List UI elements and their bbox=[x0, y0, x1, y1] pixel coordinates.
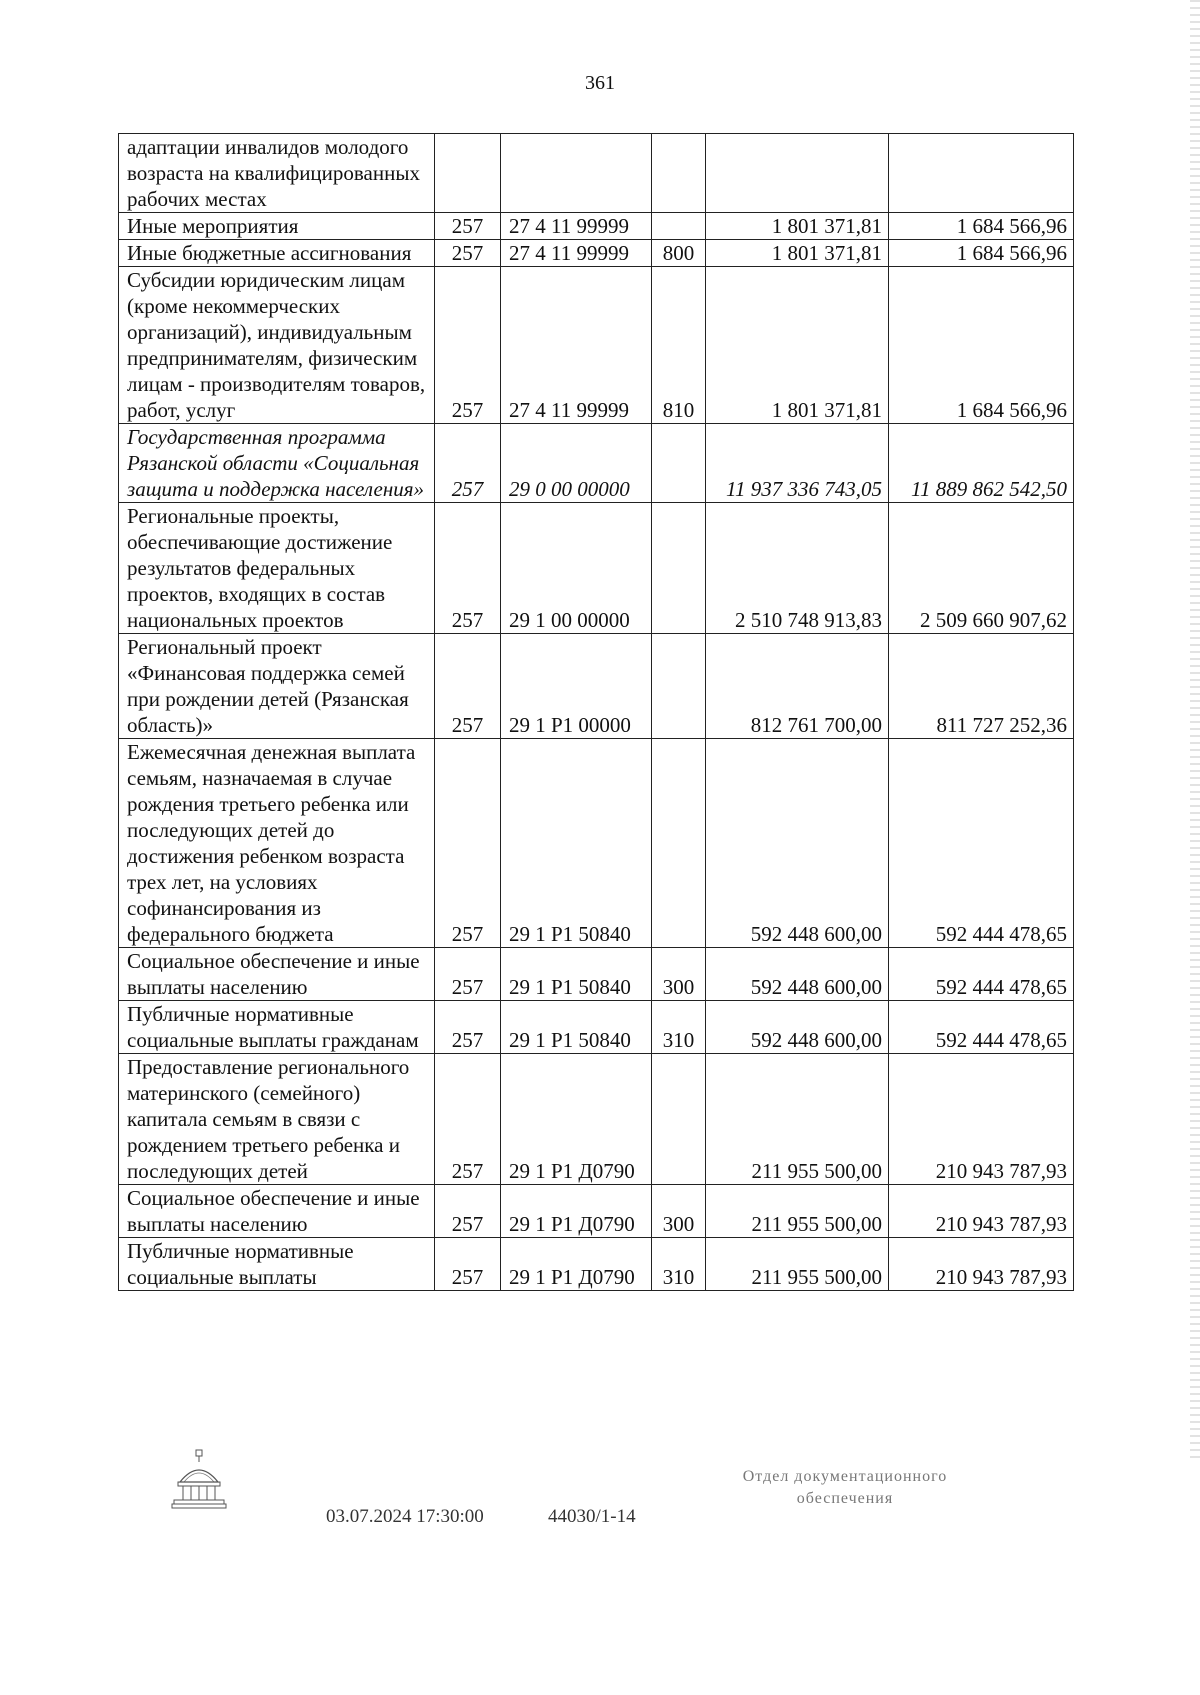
cell-name: Предоставление регионального материнского (семейного) капитала семьям в связи с рождением третьего ребенка и последующих детей bbox=[119, 1054, 435, 1185]
cell-budget-code: 29 1 00 00000 bbox=[501, 503, 652, 634]
cell-name: Ежемесячная денежная выплата семьям, назначаемая в случае рождения третьего ребенка или последующих детей до достижения ребенком возраста трех лет, на условиях софинансирования из федерального бюджета bbox=[119, 739, 435, 948]
cell-name: Субсидии юридическим лицам (кроме некоммерческих организаций), индивидуальным предпринимателям, физическим лицам - производителям товаров, работ, услуг bbox=[119, 267, 435, 424]
cell-expense-type bbox=[652, 213, 706, 240]
table-row bbox=[119, 503, 1074, 634]
table-body bbox=[119, 134, 1074, 1291]
cell-name: Социальное обеспечение и иные выплаты населению bbox=[119, 948, 435, 1001]
page-number: 361 bbox=[585, 72, 615, 94]
cell-budget-code: 29 1 P1 50840 bbox=[501, 739, 652, 948]
cell-amount-planned: 1 801 371,81 bbox=[706, 213, 889, 240]
department-stamp bbox=[700, 1466, 990, 1510]
cell-amount-planned: 1 801 371,81 bbox=[706, 240, 889, 267]
table-row bbox=[119, 213, 1074, 240]
cell-admin-code: 257 bbox=[435, 213, 501, 240]
cell-budget-code: 29 0 00 00000 bbox=[501, 424, 652, 503]
cell-amount-planned: 211 955 500,00 bbox=[706, 1054, 889, 1185]
cell-admin-code: 257 bbox=[435, 424, 501, 503]
budget-table bbox=[118, 133, 1074, 1291]
cell-amount-planned bbox=[706, 134, 889, 213]
cell-amount-executed: 210 943 787,93 bbox=[889, 1185, 1074, 1238]
cell-amount-planned: 211 955 500,00 bbox=[706, 1238, 889, 1291]
cell-budget-code: 29 1 P1 00000 bbox=[501, 634, 652, 739]
duma-emblem-icon bbox=[170, 1448, 228, 1510]
cell-expense-type: 810 bbox=[652, 267, 706, 424]
footer-datetime: 03.07.2024 17:30:00 bbox=[326, 1506, 484, 1527]
cell-admin-code: 257 bbox=[435, 240, 501, 267]
cell-amount-executed: 592 444 478,65 bbox=[889, 739, 1074, 948]
table-row bbox=[119, 634, 1074, 739]
cell-name: Публичные нормативные социальные выплаты гражданам bbox=[119, 1001, 435, 1054]
cell-name: Региональные проекты, обеспечивающие достижение результатов федеральных проектов, входящих в состав национальных проектов bbox=[119, 503, 435, 634]
cell-amount-executed: 1 684 566,96 bbox=[889, 240, 1074, 267]
footer-reg-number: 44030/1-14 bbox=[548, 1506, 636, 1527]
cell-name: адаптации инвалидов молодого возраста на квалифицированных рабочих местах bbox=[119, 134, 435, 213]
scan-edge-artifact bbox=[1190, 0, 1200, 1460]
cell-expense-type: 300 bbox=[652, 948, 706, 1001]
table-row bbox=[119, 739, 1074, 948]
cell-amount-planned: 211 955 500,00 bbox=[706, 1185, 889, 1238]
cell-budget-code: 27 4 11 99999 bbox=[501, 213, 652, 240]
table-row bbox=[119, 267, 1074, 424]
cell-amount-executed: 592 444 478,65 bbox=[889, 1001, 1074, 1054]
cell-name: Государственная программа Рязанской области «Социальная защита и поддержка населения» bbox=[119, 424, 435, 503]
cell-budget-code: 29 1 P1 50840 bbox=[501, 948, 652, 1001]
cell-admin-code: 257 bbox=[435, 1185, 501, 1238]
cell-admin-code bbox=[435, 134, 501, 213]
cell-budget-code: 29 1 P1 Д0790 bbox=[501, 1054, 652, 1185]
cell-amount-planned: 11 937 336 743,05 bbox=[706, 424, 889, 503]
cell-amount-executed: 210 943 787,93 bbox=[889, 1238, 1074, 1291]
cell-budget-code: 29 1 P1 Д0790 bbox=[501, 1238, 652, 1291]
cell-expense-type bbox=[652, 1054, 706, 1185]
cell-expense-type: 300 bbox=[652, 1185, 706, 1238]
table-row bbox=[119, 1238, 1074, 1291]
cell-amount-planned: 592 448 600,00 bbox=[706, 739, 889, 948]
cell-admin-code: 257 bbox=[435, 1238, 501, 1291]
table-row bbox=[119, 240, 1074, 267]
cell-name: Публичные нормативные социальные выплаты bbox=[119, 1238, 435, 1291]
cell-name: Иные бюджетные ассигнования bbox=[119, 240, 435, 267]
cell-name: Региональный проект «Финансовая поддержка семей при рождении детей (Рязанская область)» bbox=[119, 634, 435, 739]
cell-amount-planned: 812 761 700,00 bbox=[706, 634, 889, 739]
cell-amount-executed: 2 509 660 907,62 bbox=[889, 503, 1074, 634]
table-row bbox=[119, 1185, 1074, 1238]
cell-admin-code: 257 bbox=[435, 503, 501, 634]
cell-amount-executed: 1 684 566,96 bbox=[889, 267, 1074, 424]
cell-budget-code bbox=[501, 134, 652, 213]
cell-expense-type bbox=[652, 134, 706, 213]
cell-amount-planned: 2 510 748 913,83 bbox=[706, 503, 889, 634]
cell-expense-type: 310 bbox=[652, 1001, 706, 1054]
table-row bbox=[119, 424, 1074, 503]
cell-amount-planned: 592 448 600,00 bbox=[706, 1001, 889, 1054]
cell-budget-code: 27 4 11 99999 bbox=[501, 267, 652, 424]
cell-admin-code: 257 bbox=[435, 1001, 501, 1054]
cell-name: Социальное обеспечение и иные выплаты населению bbox=[119, 1185, 435, 1238]
cell-amount-planned: 592 448 600,00 bbox=[706, 948, 889, 1001]
cell-amount-executed: 11 889 862 542,50 bbox=[889, 424, 1074, 503]
table-row bbox=[119, 948, 1074, 1001]
cell-expense-type: 310 bbox=[652, 1238, 706, 1291]
cell-admin-code: 257 bbox=[435, 634, 501, 739]
cell-expense-type bbox=[652, 739, 706, 948]
cell-admin-code: 257 bbox=[435, 948, 501, 1001]
cell-amount-executed: 1 684 566,96 bbox=[889, 213, 1074, 240]
cell-amount-executed: 811 727 252,36 bbox=[889, 634, 1074, 739]
cell-expense-type bbox=[652, 503, 706, 634]
cell-admin-code: 257 bbox=[435, 1054, 501, 1185]
cell-expense-type bbox=[652, 634, 706, 739]
table-row bbox=[119, 1001, 1074, 1054]
cell-expense-type bbox=[652, 424, 706, 503]
cell-admin-code: 257 bbox=[435, 267, 501, 424]
stamp-line-1: Отдел документационного bbox=[742, 1468, 948, 1485]
cell-name: Иные мероприятия bbox=[119, 213, 435, 240]
table-row bbox=[119, 134, 1074, 213]
cell-budget-code: 29 1 P1 50840 bbox=[501, 1001, 652, 1054]
cell-amount-executed: 210 943 787,93 bbox=[889, 1054, 1074, 1185]
cell-budget-code: 27 4 11 99999 bbox=[501, 240, 652, 267]
table-row bbox=[119, 1054, 1074, 1185]
cell-amount-executed bbox=[889, 134, 1074, 213]
cell-amount-planned: 1 801 371,81 bbox=[706, 267, 889, 424]
stamp-line-2: обеспечения bbox=[796, 1490, 894, 1507]
cell-admin-code: 257 bbox=[435, 739, 501, 948]
cell-budget-code: 29 1 P1 Д0790 bbox=[501, 1185, 652, 1238]
cell-expense-type: 800 bbox=[652, 240, 706, 267]
cell-amount-executed: 592 444 478,65 bbox=[889, 948, 1074, 1001]
